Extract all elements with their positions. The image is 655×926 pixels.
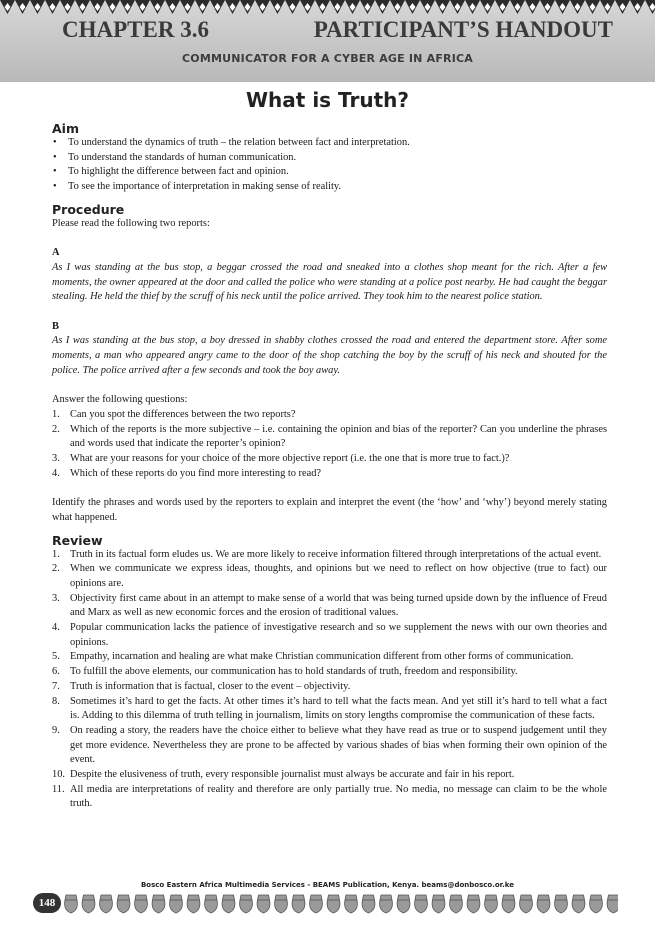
review-text: Popular communication lacks the patience of investigative research and so we supplement the news with our own theories and opinions. xyxy=(70,622,607,648)
review-text: Truth is information that is factual, closer to the event – objectivity. xyxy=(70,680,351,692)
review-item xyxy=(52,592,607,621)
border-pot xyxy=(327,895,340,913)
pot-pattern-border xyxy=(62,892,618,916)
aim-item: • To see the importance of interpretation in making sense of reality. xyxy=(52,180,607,195)
review-number: 5. xyxy=(52,651,60,663)
border-pot xyxy=(170,895,183,913)
border-pot xyxy=(240,895,253,913)
border-pot xyxy=(362,895,375,913)
border-pot xyxy=(415,895,428,913)
questions-intro: Answer the following questions: xyxy=(52,394,188,406)
review-text: When we communicate we express ideas, thoughts, and opinions but we need to reflect on how objective (true to fact) our opinions are. xyxy=(70,563,607,589)
review-list xyxy=(52,548,607,813)
review-heading: Review xyxy=(52,532,103,548)
review-number: 4. xyxy=(52,622,60,634)
border-pot xyxy=(607,895,618,913)
border-pot xyxy=(397,895,410,913)
report-b-text: As I was standing at the bus stop, a boy dressed in shabby clothes crossed the road and entered the department store. After some moments, a man who appeared angry came to the door of the shop catching the boy by the scruff of his neck and shouted for the police. The police arrived after a few seconds and took the boy away. xyxy=(52,335,607,376)
review-number: 11. xyxy=(52,783,65,795)
review-text: Sometimes it’s hard to get the facts. At other times it’s hard to tell what the facts mean. And yet still it’s hard to tell what a fact is. Adding to this dilemma of truth telling in journalism, limits on story lengths compromise the communication of these facts. xyxy=(70,695,607,722)
border-pot xyxy=(100,895,113,913)
border-pot xyxy=(450,895,463,913)
review-text: Empathy, incarnation and healing are what make Christian communication different from other forms of communication. xyxy=(70,651,574,663)
review-item xyxy=(52,768,607,783)
border-pot xyxy=(432,895,445,913)
question-item xyxy=(52,423,607,452)
review-number: 1. xyxy=(52,548,60,560)
question-number: 2. xyxy=(52,423,60,435)
border-pot xyxy=(82,895,95,913)
review-item xyxy=(52,665,607,680)
tribal-pattern-border xyxy=(0,0,655,16)
question-item xyxy=(52,467,607,482)
question-number: 4. xyxy=(52,467,60,479)
border-pot xyxy=(152,895,165,913)
review-text: Objectivity first came about in an attempt to make sense of a world that was being turned upside down by the influence of Freud and Marx as well as new economic forces and the erosion of traditional values. xyxy=(70,592,607,619)
book-subtitle: COMMUNICATOR FOR A CYBER AGE IN AFRICA xyxy=(182,52,473,65)
border-pot xyxy=(292,895,305,913)
review-text: Despite the elusiveness of truth, every responsible journalist must always be accurate and fair in his report. xyxy=(70,769,515,781)
border-pot xyxy=(205,895,218,913)
border-pot xyxy=(187,895,200,913)
border-pot xyxy=(485,895,498,913)
border-pot xyxy=(117,895,130,913)
review-number: 10. xyxy=(52,769,65,781)
review-item xyxy=(52,650,607,665)
border-pot xyxy=(65,895,78,913)
page-number-badge: 148 xyxy=(33,893,61,913)
review-number: 7. xyxy=(52,680,60,692)
border-pot xyxy=(590,895,603,913)
questions-list xyxy=(52,408,607,482)
review-number: 6. xyxy=(52,666,60,678)
report-a-text: As I was standing at the bus stop, a beggar crossed the road and sneaked into a clothes shop meant for the rich. After a few moments, the owner appeared at the door and called the police who were standing at a police post nearby. He had caught the beggar stealing. He held the thief by the scruff of his neck until the police arrived. They took him to the nearest police station. xyxy=(52,261,607,303)
publisher-footer: Bosco Eastern Africa Multimedia Services - BEAMS Publication, Kenya. beams@donbosco.or.ke xyxy=(140,881,515,889)
report-b-label: B xyxy=(52,320,59,332)
review-text: On reading a story, the readers have the choice either to believe what they have read as true or to suspend judgement until they get more evidence. Nevertheless they are prone to be affected by various shades of bias when forming their own opinion of the event. xyxy=(70,724,607,766)
aim-item: • To understand the standards of human communication. xyxy=(52,151,607,166)
review-text: All media are interpretations of reality and therefore are only partially true. No media, no message can claim to be the whole truth. xyxy=(70,783,607,810)
review-item xyxy=(52,562,607,591)
border-pot xyxy=(310,895,323,913)
procedure-intro: Please read the following two reports: xyxy=(52,217,210,229)
question-number: 1. xyxy=(52,408,60,420)
review-item xyxy=(52,783,607,812)
identify-instruction: Identify the phrases and words used by the reporters to explain and interpret the event (the ‘how’ and ‘why’) beyond merely stating what happened. xyxy=(52,497,607,523)
question-item xyxy=(52,452,607,467)
handout-label: PARTICIPANT’S HANDOUT xyxy=(313,17,613,42)
review-item xyxy=(52,695,607,724)
border-pot xyxy=(537,895,550,913)
handout-content xyxy=(52,121,607,812)
aim-heading: Aim xyxy=(52,121,79,136)
question-text: Which of these reports do you find more interesting to read? xyxy=(70,467,322,479)
aim-item: • To understand the dynamics of truth – the relation between fact and interpretation. xyxy=(52,136,607,151)
review-text: To fulfill the above elements, our communication has to hold standards of truth, freedom and responsibility. xyxy=(70,666,518,678)
border-pot xyxy=(380,895,393,913)
border-pot xyxy=(345,895,358,913)
review-item xyxy=(52,621,607,650)
border-pot xyxy=(257,895,270,913)
chapter-label: CHAPTER 3.6 xyxy=(62,17,209,42)
review-number: 8. xyxy=(52,695,60,707)
border-pot xyxy=(555,895,568,913)
review-number: 3. xyxy=(52,592,60,604)
review-text: Truth in its factual form eludes us. We are more likely to receive information filtered through interpretations of the actual event. xyxy=(70,548,602,560)
procedure-heading: Procedure xyxy=(52,201,125,217)
page-title: What is Truth? xyxy=(246,88,409,112)
question-text: What are your reasons for your choice of the more objective report (i.e. the one that is more true to fact.)? xyxy=(70,453,510,465)
border-pot xyxy=(135,895,148,913)
aim-list xyxy=(52,136,607,195)
question-text: Which of the reports is the more subjective – i.e. containing the opinion and bias of the reporter? Can you underline the phrases and words used that indicate the reporter’s opinion? xyxy=(70,423,607,450)
question-item xyxy=(52,408,607,423)
page-header xyxy=(0,0,655,82)
review-number: 2. xyxy=(52,563,60,575)
review-item xyxy=(52,548,607,563)
question-text: Can you spot the differences between the two reports? xyxy=(70,408,296,420)
review-number: 9. xyxy=(52,724,60,736)
border-pot xyxy=(572,895,585,913)
review-item xyxy=(52,724,607,768)
border-pot xyxy=(520,895,533,913)
border-pot xyxy=(467,895,480,913)
border-pot xyxy=(222,895,235,913)
question-number: 3. xyxy=(52,453,60,465)
review-item xyxy=(52,680,607,695)
aim-item: • To highlight the difference between fact and opinion. xyxy=(52,165,607,180)
border-pot xyxy=(275,895,288,913)
border-pot xyxy=(502,895,515,913)
report-a-label: A xyxy=(52,247,60,259)
